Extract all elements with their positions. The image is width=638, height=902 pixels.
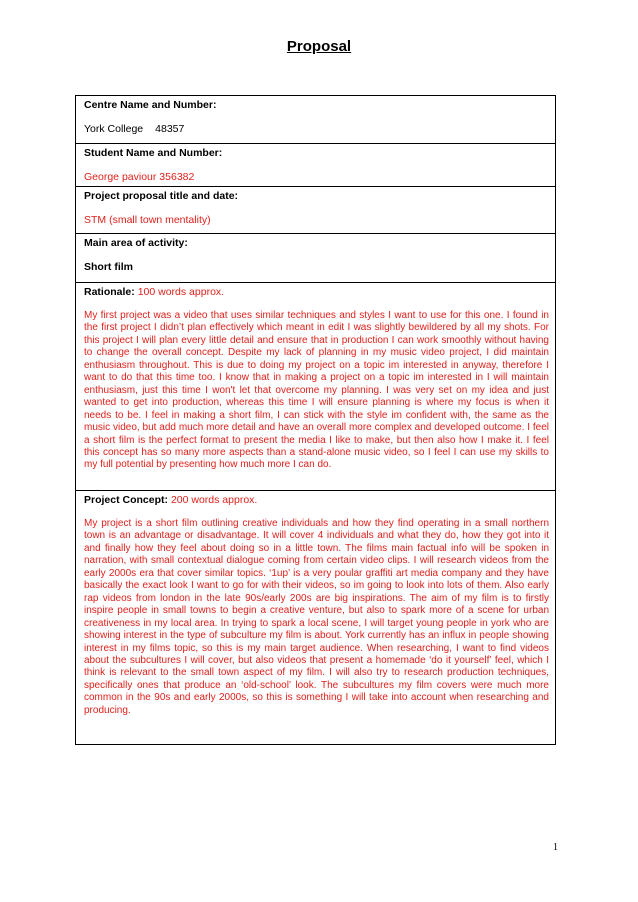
centre-value: [84, 123, 549, 136]
centre-number: 48357: [155, 123, 185, 135]
student-value: George paviour 356382: [84, 171, 195, 183]
rationale-section: [76, 283, 555, 491]
rationale-heading: [84, 286, 549, 299]
rationale-text: My first project was a video that uses similar techniques and styles I want to use for this one. I found in the first project I didn’t plan effectively which meant in edit I was slightly bewildered by all my shots. For this project I will plan every little detail and ensure that in production I can work smoothly without having to change the overall concept. Despite my lack of planning in my music video project, I did maintain enthusiasm throughout. This is due to doing my project on a topic im interested in anyway, therefore I want to do that this time too. I know that in making a project on a topic im interested in I will maintain enthusiasm, just this time I won't let that overcome my planning. I was very set on my idea and just wanted to get into production, whereas this time I will ensure planning is where my focus is when it needs to be. I feel in making a short film, I can stick with the style im confident with, the same as the music video, but add much more detail and have an overall more complex and developed outcome. I feel a short film is the perfect format to present the media I like to make, but then also how I make it. I feel this concept has so many more aspects than a stand-alone music video, so I feel I can use my skills to my full potential by presenting how much more I can do.: [84, 310, 549, 471]
proposal-form: [75, 95, 556, 745]
concept-text: My project is a short film outlining creative individuals and how they find operating in a small northern town is an advantage or disadvantage. It will cover 4 individuals and what they do, how they got into it and finally how they feel about doing so in a little town. The films main factual info will be spoken in narration, with small contextual dialogue coming from certain video clips. I will research videos from the early 2000s era that cover similar topics. ‘1up’ is a very poular graffiti art media company and they have basically the exact look I want to go for with their videos, so im going to look into lots of them. Also early rap videos from london in the late 90s/early 200s are big inspirations. The aim of my film is to firstly inspire people in small towns to begin a creative venture, but also to spark more of a scene for urban creativeness in my local area. In trying to spark a local scene, I will target young people in york who are showing interest in the type of subculture my film is about. York currently has an influx in people showing interest in my films topic, so this is my main target audience. When researching, I want to find videos about the subcultures I will cover, but also videos that present a homemade ‘do it yourself’ feel, which I think is relevant to the small town aspect of my film. I will also try to research production techniques, specifically ones that produce an ‘old-school’ look. The subcultures my film covers were much more common in the 90s and early 2000s, so this is something I will take into account when researching and producing.: [84, 518, 549, 716]
project-title-label: Project proposal title and date:: [84, 190, 239, 202]
project-title-value: STM (small town mentality): [84, 214, 211, 226]
project-title-section: [76, 187, 555, 234]
activity-value: Short film: [84, 261, 133, 273]
concept-hint: 200 words approx.: [170, 494, 258, 506]
student-section: [76, 144, 555, 187]
student-label: Student Name and Number:: [84, 147, 223, 159]
centre-section: [76, 96, 555, 144]
activity-label: Main area of activity:: [84, 237, 188, 249]
centre-label: Centre Name and Number:: [84, 99, 217, 111]
activity-section: [76, 234, 555, 283]
rationale-hint: 100 words approx.: [137, 286, 225, 298]
document-title: Proposal: [286, 38, 352, 55]
centre-name: York College: [84, 123, 144, 135]
rationale-label: Rationale:: [84, 286, 135, 298]
concept-section: [76, 491, 555, 744]
concept-label: Project Concept:: [84, 494, 169, 506]
page-number: 1: [553, 842, 558, 853]
concept-heading: [84, 494, 549, 507]
